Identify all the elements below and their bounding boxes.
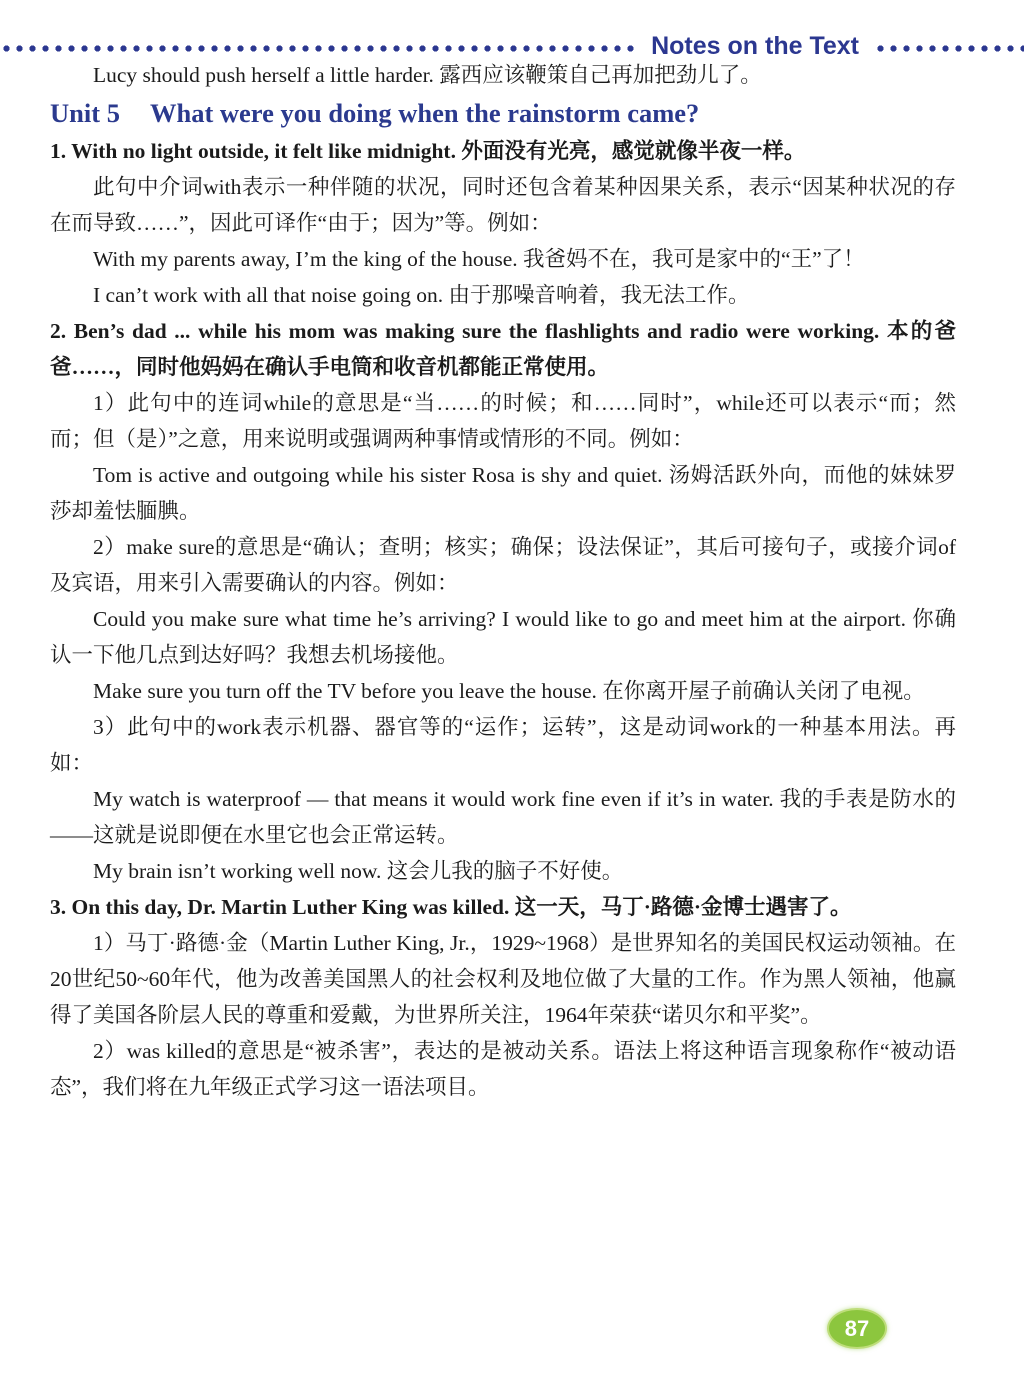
note-2-heading: 2. Ben’s dad ... while his mom was making sure the flashlights and radio were working. 本的爸爸……，同时他妈妈在确认手电筒和收音机都能正常使用。 [50,319,956,379]
note-1-example: With my parents away, I’m the king of the house. 我爸妈不在，我可是家中的“王”了！ [93,247,865,271]
note-2-paragraph: 3）此句中的work表示机器、器官等的“运作；运转”，这是动词work的一种基本用法。再如： [50,715,956,775]
page-number-badge [827,1308,887,1349]
note-2-example: My watch is waterproof — that means it would work fine even if it’s in water. 我的手表是防水的——这就是说即便在水里它也会正常运转。 [50,787,956,847]
note-1-example: I can’t work with all that noise going on. 由于那噪音响着，我无法工作。 [93,283,750,307]
unit-label: Unit 5 [50,98,120,128]
note-2-paragraph: 2）make sure的意思是“确认；查明；核实；确保；设法保证”，其后可接句子，或接介词of及宾语，用来引入需要确认的内容。例如： [50,535,956,595]
note-2-example: My brain isn’t working well now. 这会儿我的脑子不好使。 [93,859,624,883]
note-3-paragraph: 2）was killed的意思是“被杀害”，表达的是被动关系。语法上将这种语言现象称作“被动语态”，我们将在九年级正式学习这一语法项目。 [50,1039,956,1099]
note-1-paragraph: 此句中介词with表示一种伴随的状况，同时还包含着某种因果关系，表示“因某种状况的存在而导致……”，因此可译作“由于；因为”等。例如： [50,175,956,235]
unit-title [50,93,956,133]
unit-heading-text: What were you doing when the rainstorm came? [149,98,700,128]
carryover-note: Lucy should push herself a little harder. 露西应该鞭策自己再加把劲儿了。 [93,63,762,87]
page-content [0,57,1024,1105]
note-2-example: Make sure you turn off the TV before you leave the house. 在你离开屋子前确认关闭了电视。 [93,679,925,703]
note-2-paragraph: 1）此句中的连词while的意思是“当……的时候；和……同时”，while还可以表示“而；然而；但（是）”之意，用来说明或强调两种事情或情形的不同。例如： [50,391,956,451]
note-2-example: Could you make sure what time he’s arriving? I would like to go and meet him at the airport. 你确认一下他几点到达好吗？我想去机场接他。 [50,607,956,667]
note-3-heading: 3. On this day, Dr. Martin Luther King was killed. 这一天，马丁·路德·金博士遇害了。 [50,895,852,919]
note-3-paragraph: 1）马丁·路德·金（Martin Luther King, Jr.，1929~1968）是世界知名的美国民权运动领袖。在20世纪50~60年代，他为改善美国黑人的社会权利及地位做了大量的工作。作为黑人领袖，他赢得了美国各阶层人民的尊重和爱戴，为世界所关注，1964年荣获“诺贝尔和平奖”。 [50,931,956,1027]
page-header-title: Notes on the Text [651,31,859,60]
note-2-example: Tom is active and outgoing while his sister Rosa is shy and quiet. 汤姆活跃外向，而他的妹妹罗莎却羞怯腼腆。 [50,463,956,523]
note-1-heading: 1. With no light outside, it felt like midnight. 外面没有光亮，感觉就像半夜一样。 [50,139,806,163]
dotted-rule-right-icon [874,44,1024,53]
dotted-rule-left-icon [0,44,636,53]
page-number: 87 [844,1315,870,1341]
page-header [0,31,1024,60]
